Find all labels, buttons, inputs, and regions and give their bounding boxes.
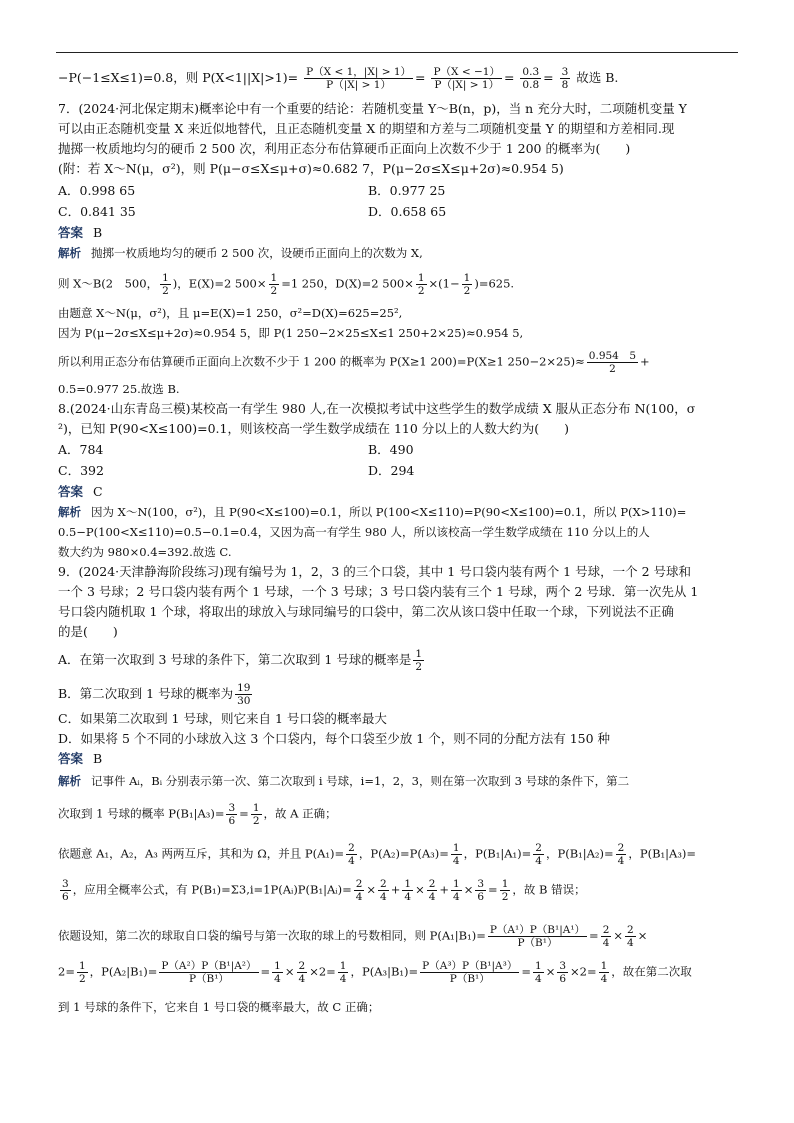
question-8-line: ²)，已知 P(90<X≤100)=0.1，则该校高一学生数学成绩在 110 分以上的人数大约为( )	[58, 421, 570, 436]
question-9-line: 一个 3 号球；2 号口袋内装有两个 1 号球，一个 3 号球；3 号口袋内装有三个 1 号球，两个 2 号球．第一次先从 1	[58, 584, 699, 599]
option-b: B．0.977 25	[368, 183, 446, 198]
question-9-line: 9．(2024·天津静海阶段练习)现有编号为 1，2，3 的三个口袋，其中 1 号口袋内装有两个 1 号球，一个 2 号球和	[58, 564, 691, 579]
explanation-line: 2= $\frac{1}{2}$ ，P(A₂|B₁)= $\frac{\text{P（A²）P（B¹|A²）}}{\text{P（B¹）}}$ = $\frac{1}{4}$ × $\frac{2}{4}$ ×2= $\frac{1}{4}$ ，P(A₃|B₁)= $\frac{\text{P（A³）P（B¹|A³）}}{\text{P（B¹）}}$ = $\frac{1}{4}$ × $\frac{3}{6}$ ×2= $\frac{1}{4}$ ，故在第二次取	[58, 960, 692, 985]
fraction: $\frac{0.3}{0.8}$	[522, 66, 540, 91]
explanation-line: 则 X～B(2 500， $\frac{1}{2}$ )，E(X)=2 500× $\frac{1}{2}$ =1 250，D(X)=2 500× $\frac{1}{2}$ ×(1− $\frac{1}{2}$ )=625.	[58, 272, 515, 297]
explanation-line: 解析 抛掷一枚质地均匀的硬币 2 500 次，设硬币正面向上的次数为 X,	[58, 246, 423, 260]
question-7-line: 7．(2024·河北保定期末)概率论中有一个重要的结论：若随机变量 Y～B(n，p)，当 n 充分大时，二项随机变量 Y	[58, 101, 687, 116]
explanation-line: 到 1 号球的条件下，它来自 1 号口袋的概率最大，故 C 正确；	[58, 1000, 380, 1014]
explanation-line: 0.5−P(100<X≤110)=0.5−0.1=0.4，又因为高一有学生 980 人，所以该校高一学生数学成绩在 110 分以上的人	[58, 525, 650, 539]
question-8-line: 8.(2024·山东青岛三模)某校高一有学生 980 人,在一次模拟考试中这些学生的数学成绩 X 服从正态分布 N(100，σ	[58, 401, 696, 416]
fraction: $\frac{3}{8}$	[561, 66, 569, 91]
option-b: B．490	[368, 442, 414, 457]
option-c: C．0.841 35	[58, 204, 136, 219]
question-7-line: 可以由正态随机变量 X 来近似地替代，且正态随机变量 X 的期望和方差与二项随机变量 Y 的期望和方差相同.现	[58, 121, 675, 136]
option-b: B．第二次取到 1 号球的概率为 $\frac{19}{30}$	[58, 682, 251, 707]
header-rule	[56, 52, 738, 53]
fraction: $\frac{P(X < -1)}{P(|X| > 1)}$	[433, 66, 500, 91]
explanation-line: 解析 记事件 Aᵢ，Bᵢ 分别表示第一次、第二次取到 i 号球，i=1，2，3，则在第一次取到 3 号球的条件下，第二	[58, 774, 630, 788]
option-d: D．294	[368, 463, 415, 478]
answer-line: 答案 B	[58, 751, 103, 766]
option-a: A．784	[58, 442, 104, 457]
explanation-line: $\frac{3}{6}$ ，应用全概率公式，有 P(B₁)=Σ3,i=1P(Aᵢ)P(B₁|Aᵢ)= $\frac{2}{4}$ × $\frac{2}{4}$ + $\frac{1}{4}$ × $\frac{2}{4}$ + $\frac{1}{4}$ × $\frac{3}{6}$ = $\frac{1}{2}$ ，故 B 错误；	[62, 878, 586, 903]
option-d: D．0.658 65	[368, 204, 447, 219]
fraction: $\frac{P(X < 1,|X| > 1)}{P(|X| > 1)}$	[306, 66, 412, 91]
answer-line: 答案 C	[58, 484, 103, 499]
explanation-line: 因为 P(μ−2σ≤X≤μ+2σ)≈0.954 5，即 P(1 250−2×25≤X≤1 250+2×25)≈0.954 5,	[58, 326, 524, 340]
option-c: C．如果第二次取到 1 号球，则它来自 1 号口袋的概率最大	[58, 711, 387, 726]
explanation-line: 依题设知，第二次的球取自口袋的编号与第一次取的球上的号数相同，则 P(A₁|B₁)= $\frac{\text{P（A¹）P（B¹|A¹）}}{\text{P（B¹）}}$ = $\frac{2}{4}$ × $\frac{2}{4}$ ×	[58, 924, 648, 949]
explanation-line: 由题意 X～N(μ，σ²)，且 μ=E(X)=1 250，σ²=D(X)=625=25²,	[58, 306, 403, 320]
continuation-line: −P(−1≤X≤1)=0.8，则 P(X<1||X|>1)= $\frac{P(X < 1,|X| > 1)}{P(|X| > 1)}$ = $\frac{P(X < -1)}{P(|X| > 1)}$ = $\frac{0.3}{0.8}$ = $\frac{3}{8}$ 故选 B.	[58, 66, 619, 91]
explanation-line: 解析 因为 X～N(100，σ²)，且 P(90<X≤100)=0.1，所以 P(100<X≤110)=P(90<X≤100)=0.1，所以 P(X>110)=	[58, 505, 687, 519]
question-9-line: 的是( )	[58, 624, 118, 639]
question-7-line: 抛掷一枚质地均匀的硬币 2 500 次，利用正态分布估算硬币正面向上次数不少于 1 200 的概率为( )	[58, 141, 631, 156]
question-9-line: 号口袋内随机取 1 个球，将取出的球放入与球同编号的口袋中，第二次从该口袋中任取一个球，下列说法不正确	[58, 604, 674, 619]
text: −P(−1≤X≤1)=0.8，则 P(X<1||X|>1)=	[58, 70, 299, 85]
option-a: A．在第一次取到 3 号球的条件下，第二次取到 1 号球的概率是 $\frac{1}{2}$	[58, 648, 423, 673]
explanation-line: 0.5=0.977 25.故选 B.	[58, 382, 180, 396]
text: 故选 B.	[576, 70, 619, 85]
question-7-note: (附：若 X～N(μ，σ²)，则 P(μ−σ≤X≤μ+σ)≈0.682 7，P(μ−2σ≤X≤μ+2σ)≈0.954 5)	[58, 161, 564, 176]
option-a: A．0.998 65	[58, 183, 136, 198]
explanation-line: 所以利用正态分布估算硬币正面向上次数不少于 1 200 的概率为 P(X≥1 200)=P(X≥1 250−2×25)≈ $\frac{0.954 5}{2}$ +	[58, 350, 650, 375]
answer-line: 答案 B	[58, 225, 103, 240]
explanation-line: 依题意 A₁，A₂，A₃ 两两互斥，其和为 Ω，并且 P(A₁)= $\frac{2}{4}$ ，P(A₂)=P(A₃)= $\frac{1}{4}$ ，P(B₁|A₁)= $\frac{2}{4}$ ，P(B₁|A₂)= $\frac{2}{4}$ ，P(B₁|A₃)=	[58, 842, 697, 867]
option-c: C．392	[58, 463, 104, 478]
explanation-line: 数大约为 980×0.4=392.故选 C.	[58, 545, 232, 559]
explanation-line: 次取到 1 号球的概率 P(B₁|A₃)= $\frac{3}{6}$ = $\frac{1}{2}$ ，故 A 正确；	[58, 802, 337, 827]
option-d: D．如果将 5 个不同的小球放入这 3 个口袋内，每个口袋至少放 1 个，则不同的分配方法有 150 种	[58, 731, 611, 746]
